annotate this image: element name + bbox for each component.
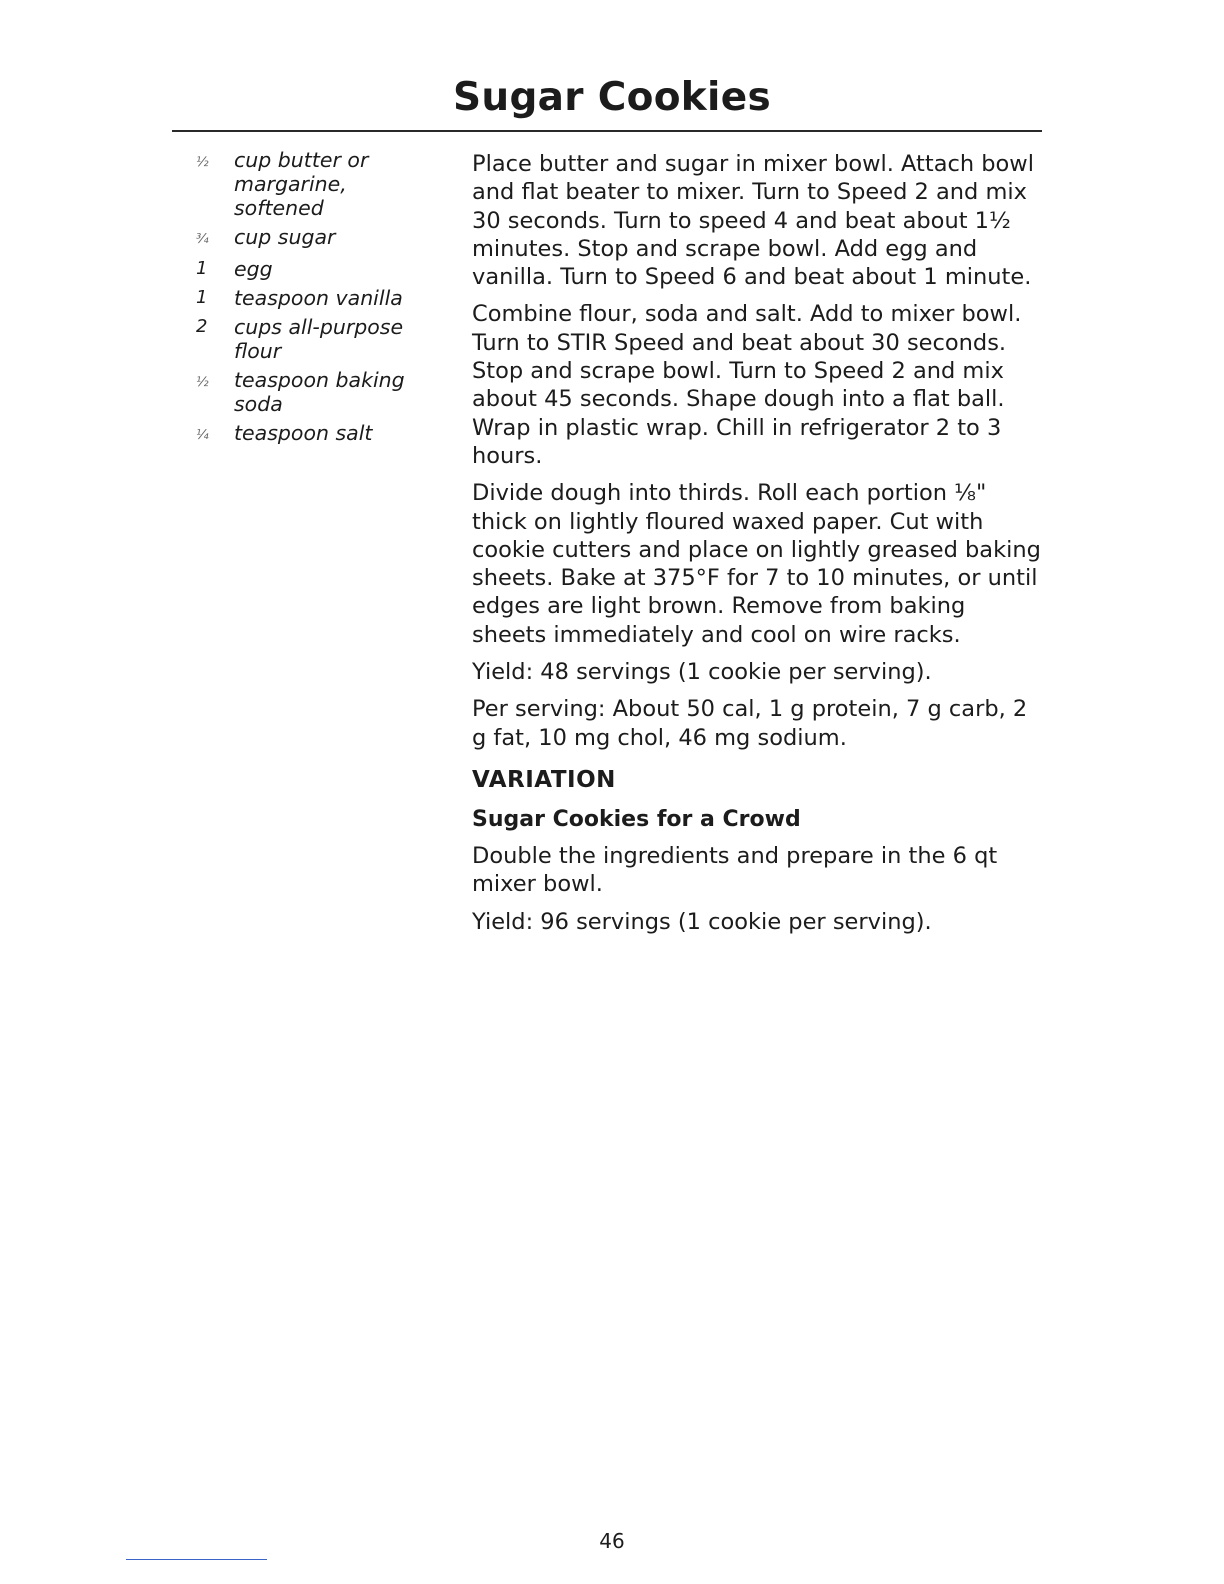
variation-heading: VARIATION xyxy=(472,766,616,793)
ingredient-name: cup sugar xyxy=(234,225,336,249)
variation-yield: Yield: 96 servings (1 cookie per serving). xyxy=(472,908,932,935)
ingredient-name: cups all-purpose flour xyxy=(234,315,404,363)
ingredient-name: egg xyxy=(234,257,273,281)
method-step-3: Divide dough into thirds. Roll each portion ⅛" thick on lightly floured waxed paper. Cut with cookie cutters and place on lightly greased baking sheets. Bake at 375°F for 7 to 10 minutes, or until edges are light brown. Remove from baking sheets immediately and cool on wire racks. xyxy=(472,480,1041,648)
ingredient-name: teaspoon baking soda xyxy=(234,368,405,416)
method-step-2: Combine flour, soda and salt. Add to mixer bowl. Turn to STIR Speed and beat about 30 seconds. Stop and scrape bowl. Turn to Speed 2 and mix about 45 seconds. Shape dough into a flat ball. Wrap in plastic wrap. Chill in refrigerator 2 to 3 hours. xyxy=(472,301,1022,469)
method-column xyxy=(472,150,1044,945)
yield-text: Yield: 48 servings (1 cookie per serving). xyxy=(472,659,932,686)
nutrition-text: Per serving: About 50 cal, 1 g protein, 7 g carb, 2 g fat, 10 mg chol, 46 mg sodium. xyxy=(472,696,1028,751)
ingredient-item xyxy=(196,257,436,281)
variation-subheading: Sugar Cookies for a Crowd xyxy=(472,806,801,832)
ingredient-quantity: ½ xyxy=(196,375,209,390)
ingredient-item xyxy=(196,225,436,252)
ingredient-quantity: 1 xyxy=(196,258,208,279)
ingredient-item xyxy=(196,286,436,310)
ingredient-quantity: 1 xyxy=(196,287,208,308)
ingredient-name: teaspoon salt xyxy=(234,421,373,445)
ingredient-name: teaspoon vanilla xyxy=(234,286,403,310)
ingredient-item xyxy=(196,368,436,416)
ingredient-quantity: ¾ xyxy=(196,232,209,247)
ingredient-item xyxy=(196,148,436,220)
ingredient-name: cup butter or margarine, softened xyxy=(234,148,369,220)
ingredient-item xyxy=(196,421,436,448)
ingredient-quantity: 2 xyxy=(196,316,208,337)
method-step-1: Place butter and sugar in mixer bowl. Attach bowl and flat beater to mixer. Turn to Speed 2 and mix 30 seconds. Turn to speed 4 and beat about 1½ minutes. Stop and scrape bowl. Add egg and vanilla. Turn to Speed 6 and beat about 1 minute. xyxy=(472,151,1034,291)
ingredient-list xyxy=(196,148,436,453)
ingredient-item xyxy=(196,315,436,363)
ingredient-quantity: ½ xyxy=(196,155,209,170)
title-divider xyxy=(172,130,1042,132)
footer-rule xyxy=(126,1559,267,1560)
ingredient-quantity: ¼ xyxy=(196,428,209,443)
page-title: Sugar Cookies xyxy=(453,75,771,120)
variation-text: Double the ingredients and prepare in the 6 qt mixer bowl. xyxy=(472,842,998,898)
page-number: 46 xyxy=(599,1529,625,1553)
